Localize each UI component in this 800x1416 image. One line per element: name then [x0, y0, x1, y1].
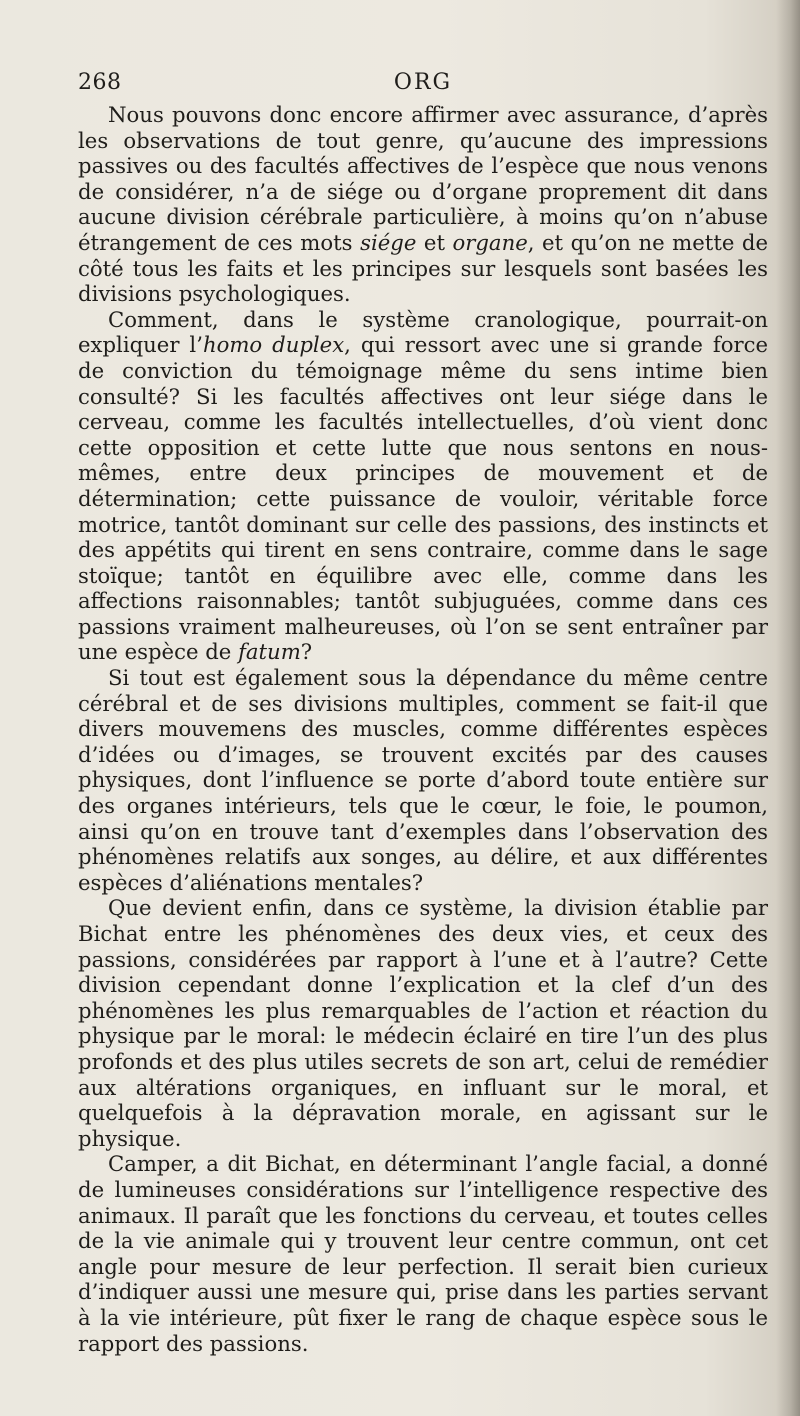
page-gutter-shadow	[776, 0, 800, 1416]
italic-text: organe	[452, 229, 528, 255]
paragraph-text: Que devient enfin, dans ce système, la division établie par Bichat entre les phénomènes des deux vies, et ceux des passions, considérées par rapport à l’une et à l’autre? Cette division cependant donne l’explication et la clef d’un des phénomènes les plus remarquables de l’action et réaction du physique par le moral: le médecin éclairé en tire l’un des plus profonds et des plus utiles secrets de son art, celui de remédier aux altérations organiques, en influant sur le moral, et quelquefois à la dépravation morale, en agissant sur le physique.	[78, 895, 768, 1151]
running-head: ORG	[393, 70, 453, 95]
paragraph-text: , qui ressort avec une si grande force de conviction du témoignage même du sens intime bien consulté? Si les facultés affectives ont leur siége dans le cerveau, comme les facultés intellectuelles, d’où vient donc cette opposition et cette lutte que nous sentons en nous-mêmes, entre deux principes de mouvement et de détermination; cette puissance de vouloir, véritable force motrice, tantôt dominant sur celle des passions, des instincts et des appétits qui tirent en sens contraire, comme dans le sage stoïque; tantôt en équilibre avec elle, comme dans les affections raisonnables; tantôt subjuguées, comme dans ces passions vraiment malheureuses, où l’on se sent entraîner par une espèce de	[78, 332, 768, 665]
paragraph	[78, 102, 768, 307]
page-header	[78, 70, 768, 100]
paragraph	[78, 895, 768, 1151]
italic-text: homo duplex	[202, 332, 345, 358]
page-number: 268	[78, 70, 122, 95]
paragraph-text: Comment, dans le système cranologique, pourrait-on expliquer l’	[78, 306, 768, 358]
paragraph	[78, 307, 768, 665]
italic-text: siége	[360, 229, 417, 255]
italic-text: fatum	[238, 639, 301, 665]
paragraph-text: ?	[300, 639, 313, 665]
paragraph-text: , et qu’on ne mette de côté tous les faits et les principes sur lesquels sont basées les divisions psychologiques.	[78, 229, 768, 307]
paragraph	[78, 665, 768, 895]
paragraph	[78, 1151, 768, 1356]
paragraph-text: et	[416, 229, 453, 255]
paragraph-text: Si tout est également sous la dépendance du même centre cérébral et de ses divisions multiples, comment se fait-il que divers mouvemens des muscles, comme différentes espèces d’idées ou d’images, se trouvent excités par des causes physiques, dont l’influence se porte d’abord toute entière sur des organes intérieurs, tels que le cœur, le foie, le poumon, ainsi qu’on en trouve tant d’exemples dans l’observation des phénomènes relatifs aux songes, au délire, et aux différentes espèces d’aliénations mentales?	[78, 665, 768, 895]
body-text	[78, 102, 768, 1356]
paragraph-text: Camper, a dit Bichat, en déterminant l’angle facial, a donné de lumineuses considérations sur l’intelligence respective des animaux. Il paraît que les fonctions du cerveau, et toutes celles de la vie animale qui y trouvent leur centre commun, ont cet angle pour mesure de leur perfection. Il serait bien curieux d’indiquer aussi une mesure qui, prise dans les parties servant à la vie intérieure, pût fixer le rang de chaque espèce sous le rapport des passions.	[78, 1151, 768, 1356]
paragraph-text: Nous pouvons donc encore affirmer avec assurance, d’après les observations de tout genre, qu’aucune des impressions passives ou des facultés affectives de l’espèce que nous venons de considérer, n’a de siége ou d’organe proprement dit dans aucune division cérébrale particulière, à moins qu’on n’abuse étrangement de ces mots	[78, 102, 768, 255]
